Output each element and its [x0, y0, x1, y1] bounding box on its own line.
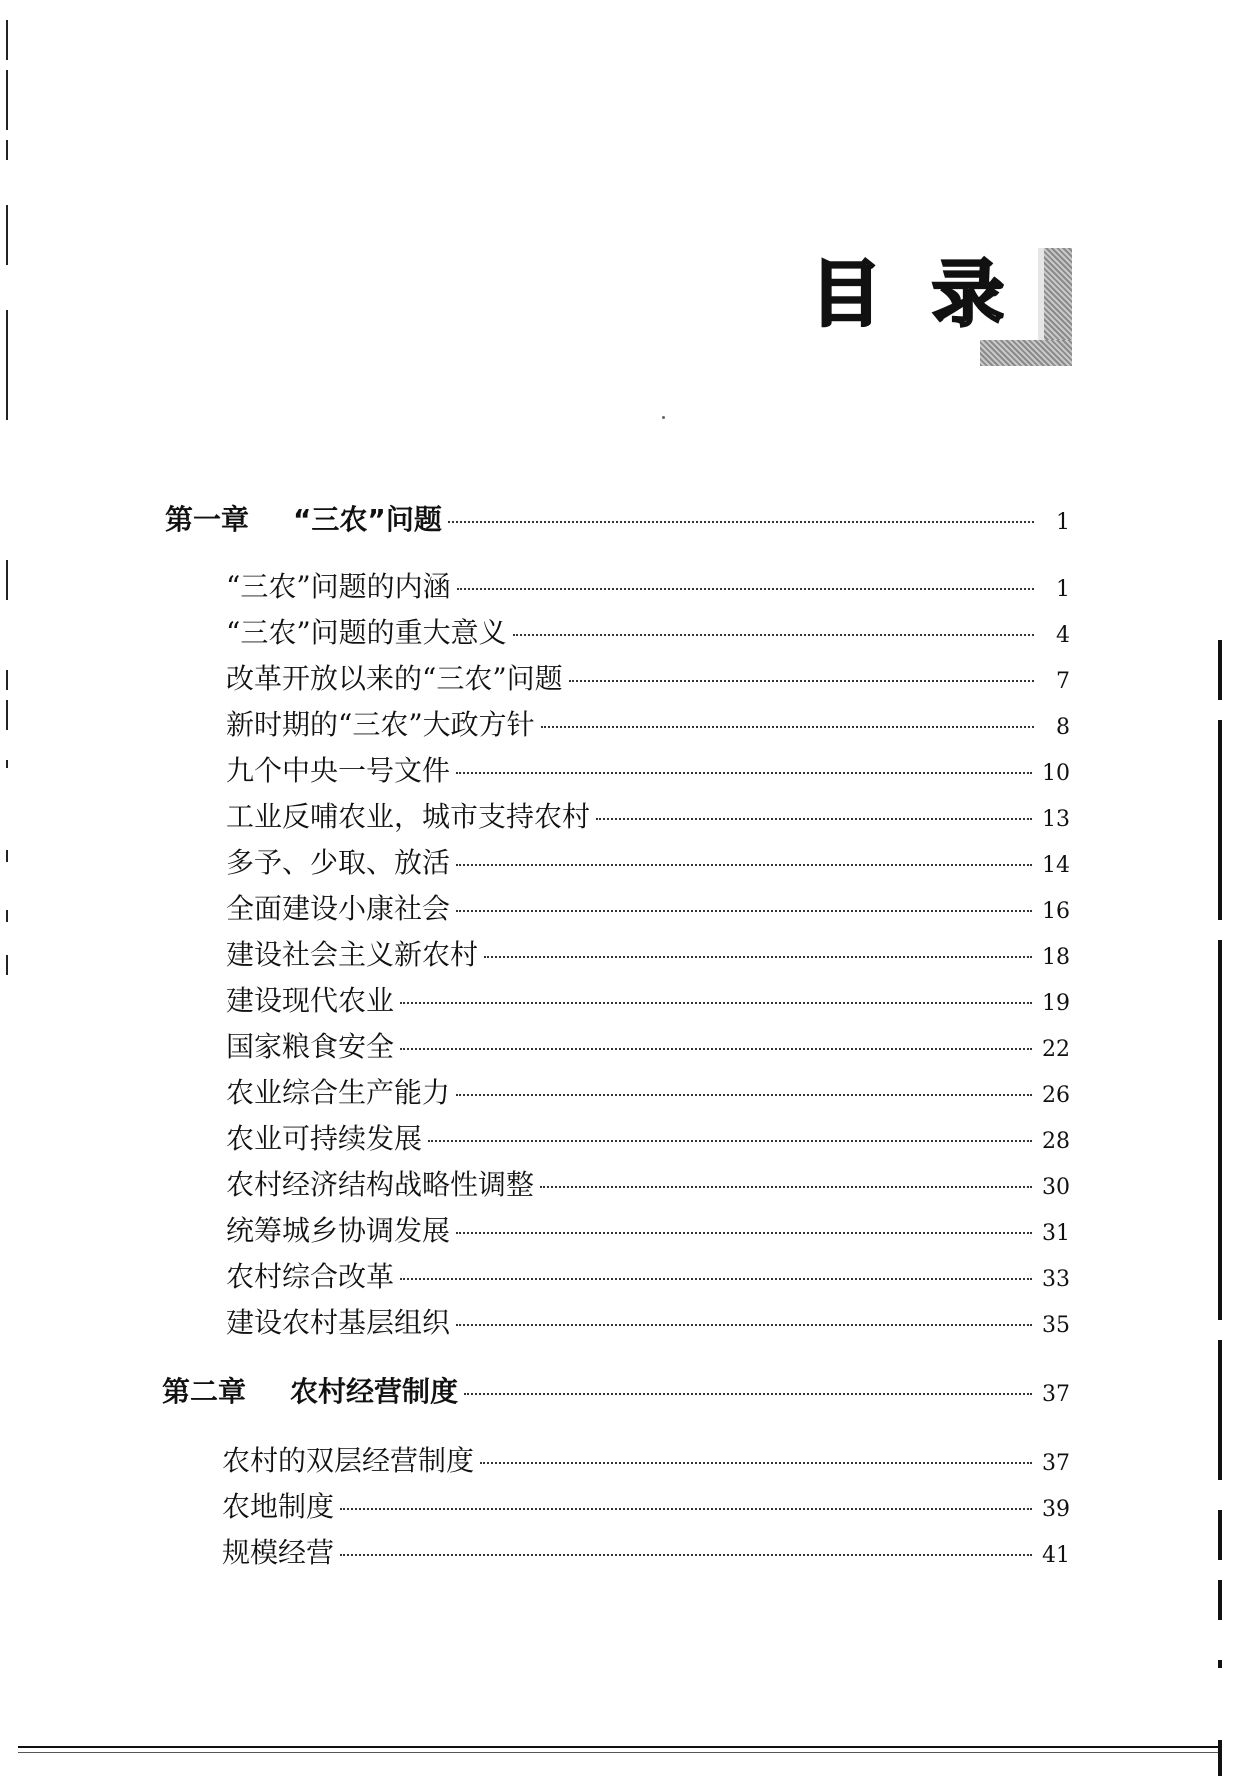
- section-title: 多予、少取、放活: [226, 846, 451, 879]
- dot-leader: [400, 1048, 1032, 1050]
- toc-section[interactable]: [226, 1211, 1070, 1251]
- toc-section[interactable]: [226, 567, 1070, 607]
- section-title: 农业可持续发展: [226, 1122, 423, 1155]
- section-title: 农地制度: [222, 1490, 335, 1523]
- section-title: 建设农村基层组织: [226, 1306, 451, 1339]
- dot-leader: [480, 1462, 1032, 1464]
- page-number: 1: [1056, 577, 1070, 602]
- page-number: 7: [1056, 669, 1070, 694]
- page-number: 37: [1042, 1451, 1070, 1476]
- page-number: 37: [1042, 1382, 1070, 1407]
- toc-chapter-2[interactable]: [162, 1372, 1070, 1412]
- toc-section[interactable]: [226, 935, 1070, 975]
- section-title: 国家粮食安全: [226, 1030, 395, 1063]
- dot-leader: [456, 1324, 1032, 1326]
- section-title: 全面建设小康社会: [226, 892, 451, 925]
- page-number: 18: [1042, 945, 1070, 970]
- dot-leader: [456, 1232, 1032, 1234]
- section-title: 统筹城乡协调发展: [226, 1214, 451, 1247]
- toc-section[interactable]: [226, 1119, 1070, 1159]
- chapter-number: 第一章: [165, 503, 250, 536]
- page-number: 26: [1042, 1083, 1070, 1108]
- dot-leader: [457, 588, 1034, 590]
- toc-section[interactable]: [226, 1073, 1070, 1113]
- toc-section[interactable]: [226, 613, 1070, 653]
- toc-section[interactable]: [226, 797, 1070, 837]
- toc-section[interactable]: [226, 659, 1070, 699]
- page-number: 13: [1042, 807, 1070, 832]
- toc-section[interactable]: [226, 843, 1070, 883]
- toc-section[interactable]: [226, 751, 1070, 791]
- section-title: 农村的双层经营制度: [222, 1444, 475, 1477]
- section-title: 农村经济结构战略性调整: [226, 1168, 535, 1201]
- dot-leader: [456, 910, 1032, 912]
- dot-leader: [456, 864, 1032, 866]
- toc-section[interactable]: [226, 1027, 1070, 1067]
- dot-leader: [428, 1140, 1032, 1142]
- section-title: 农村综合改革: [226, 1260, 395, 1293]
- section-title: “三农”问题的重大意义: [226, 616, 507, 649]
- dot-leader: [456, 772, 1032, 774]
- dot-leader: [448, 521, 1034, 523]
- section-title: 农业综合生产能力: [226, 1076, 451, 1109]
- page-number: 30: [1042, 1175, 1070, 1200]
- dot-leader: [456, 1094, 1032, 1096]
- section-title: 九个中央一号文件: [226, 754, 451, 787]
- dot-leader: [400, 1278, 1032, 1280]
- dot-leader: [596, 818, 1032, 820]
- section-title: “三农”问题的内涵: [226, 570, 451, 603]
- section-title: 改革开放以来的“三农”问题: [226, 662, 563, 695]
- toc-section[interactable]: [226, 889, 1070, 929]
- page-number: 22: [1042, 1037, 1070, 1062]
- page-number: 33: [1042, 1267, 1070, 1292]
- section-title: 工业反哺农业，城市支持农村: [226, 800, 591, 833]
- toc-section[interactable]: [226, 705, 1070, 745]
- dot-leader: [540, 1186, 1032, 1188]
- chapter-number: 第二章: [162, 1375, 247, 1408]
- page-number: 31: [1042, 1221, 1070, 1246]
- toc-section[interactable]: [226, 1257, 1070, 1297]
- dot-leader: [340, 1554, 1032, 1556]
- page-number: 10: [1042, 761, 1070, 786]
- page-number: 14: [1042, 853, 1070, 878]
- dot-leader: [541, 726, 1034, 728]
- section-title: 建设社会主义新农村: [226, 938, 479, 971]
- toc-section[interactable]: [222, 1441, 1070, 1481]
- dot-leader: [484, 956, 1032, 958]
- section-title: 建设现代农业: [226, 984, 395, 1017]
- page-number: 16: [1042, 899, 1070, 924]
- page-number: 35: [1042, 1313, 1070, 1338]
- page-number: 28: [1042, 1129, 1070, 1154]
- toc-section[interactable]: [226, 1303, 1070, 1343]
- page-number: 4: [1056, 623, 1070, 648]
- dot-leader: [513, 634, 1034, 636]
- toc-chapter-1[interactable]: [165, 500, 1070, 540]
- dot-leader: [400, 1002, 1032, 1004]
- toc-section[interactable]: [222, 1487, 1070, 1527]
- page-number: 1: [1056, 510, 1070, 535]
- dot-leader: [569, 680, 1034, 682]
- chapter-title: 农村经营制度: [290, 1375, 459, 1408]
- toc-section[interactable]: [222, 1533, 1070, 1573]
- toc-section[interactable]: [226, 981, 1070, 1021]
- page-number: 41: [1042, 1543, 1070, 1568]
- toc-title-char-2: 录: [932, 252, 1005, 336]
- page-number: 8: [1056, 715, 1070, 740]
- page-number: 39: [1042, 1497, 1070, 1522]
- section-title: 新时期的“三农”大政方针: [226, 708, 535, 741]
- dot-leader: [464, 1393, 1032, 1395]
- dot-leader: [340, 1508, 1032, 1510]
- toc-section[interactable]: [226, 1165, 1070, 1205]
- chapter-title: “三农”问题: [293, 503, 442, 536]
- page-number: 19: [1042, 991, 1070, 1016]
- section-title: 规模经营: [222, 1536, 335, 1569]
- toc-title-char-1: 目: [810, 252, 883, 336]
